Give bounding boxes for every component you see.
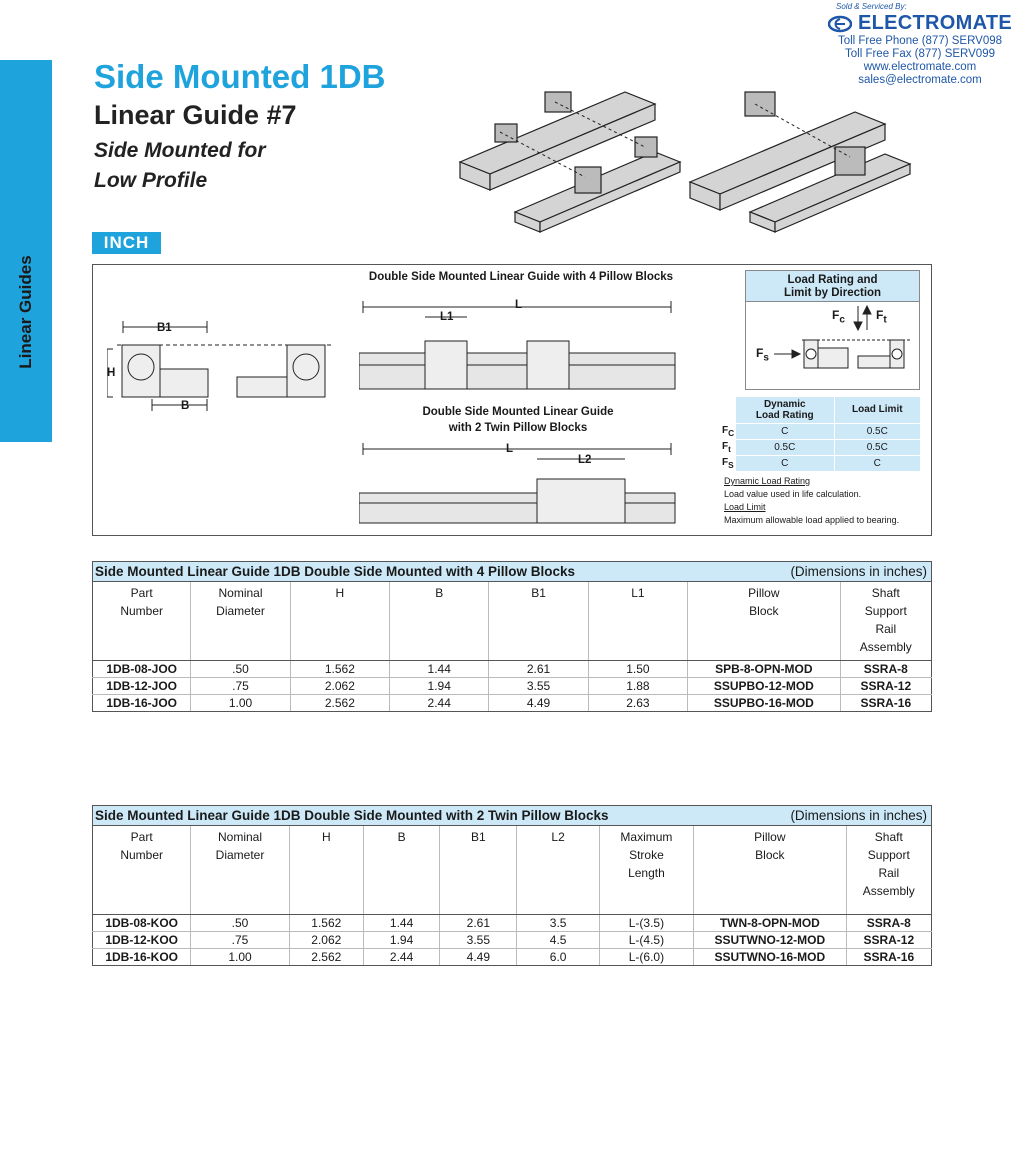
column-header: B1 [440,826,517,914]
side-view-4-pillow [359,301,677,393]
table-cell: SSRA-8 [840,660,931,677]
end-view-drawing [107,317,337,417]
note-limit-title: Load Limit [724,502,766,512]
diagram-box [92,264,932,536]
load-rating-header [745,270,920,302]
table-twin-pillow-title: Side Mounted Linear Guide 1DB Double Side Mounted with 2 Twin Pillow Blocks [95,808,609,823]
table-4-pillow-section [92,561,932,712]
table-cell: SSUPBO-12-MOD [688,677,841,694]
dim-label-h: H [107,367,116,379]
table-cell: 2.61 [489,660,588,677]
note-dynamic-text: Load value used in life calculation. [724,489,862,499]
table-cell: 4.49 [440,948,517,965]
ft-label: $F_t$ [876,308,887,326]
electromate-logo-icon [828,15,852,33]
caption-twin-line-2: with 2 Twin Pillow Blocks [448,422,588,434]
table-twin-pillow-section [92,805,932,966]
load-row-fs: $F_S$ C C [720,455,920,471]
table-cell: 3.55 [440,931,517,948]
fax-text: Toll Free Fax (877) SERV099 [845,48,995,60]
dim-label-l: L [515,299,523,311]
table-cell: 4.5 [517,931,599,948]
table-cell: SPB-8-OPN-MOD [688,660,841,677]
table-cell: 1DB-08-JOO [93,660,191,677]
column-header: Pillow Block [694,826,847,914]
table-cell: 2.44 [363,948,439,965]
load-rating-title-1: Load Rating and [787,274,878,286]
table-cell: SSRA-12 [846,931,931,948]
table-cell: 2.062 [290,677,389,694]
note-dynamic-title: Dynamic Load Rating [724,476,811,486]
page-title: Side Mounted 1DB [94,58,386,95]
column-header: L1 [588,582,687,660]
caption-4-pillow: Double Side Mounted Linear Guide with 4 Pillow Blocks [368,271,674,283]
phone-text: Toll Free Phone (877) SERV098 [837,35,1003,47]
tagline-line-1: Side Mounted for [94,139,266,162]
column-header: Part Number [93,826,191,914]
table-cell: .50 [191,914,289,931]
table-twin-pillow [92,826,932,966]
dim-label-l2: L2 [578,454,592,466]
column-header: B1 [489,582,588,660]
table-cell: 1DB-16-JOO [93,694,191,711]
table-row [93,948,932,965]
caption-twin-pillow [373,404,663,436]
email-link[interactable]: sales@electromate.com [858,74,982,86]
caption-twin-line-1: Double Side Mounted Linear Guide [422,406,614,418]
table-cell: 1.88 [588,677,687,694]
column-header: Pillow Block [688,582,841,660]
table-4-pillow-units: (Dimensions in inches) [790,564,927,579]
units-badge: INCH [92,232,161,254]
load-arrows-icon [746,302,921,390]
table-cell: 1.562 [290,660,389,677]
load-row-fc: $F_C$ C 0.5C [720,423,920,439]
column-header: Maximum Stroke Length [599,826,693,914]
load-rating-title-2: Limit by Direction [783,287,882,299]
column-header: L2 [517,826,599,914]
table-cell: 1.50 [588,660,687,677]
table-row [93,931,932,948]
website-link[interactable]: www.electromate.com [863,61,977,73]
table-cell: SSRA-16 [846,948,931,965]
table-cell: SSRA-12 [840,677,931,694]
column-header: B [363,826,439,914]
table-cell: 2.062 [289,931,363,948]
table-cell: SSUTWNO-16-MOD [694,948,847,965]
table-cell: 4.49 [489,694,588,711]
table-cell: 2.63 [588,694,687,711]
table-cell: .75 [191,931,289,948]
table-cell: SSUTWNO-12-MOD [694,931,847,948]
table-cell: TWN-8-OPN-MOD [694,914,847,931]
tagline-line-2: Low Profile [94,169,208,192]
table-cell: 1.562 [289,914,363,931]
load-direction-diagram [745,302,920,390]
dim-label-b1: B1 [157,322,172,334]
table-cell: 2.61 [440,914,517,931]
table-cell: .75 [191,677,290,694]
table-row [93,914,932,931]
load-row-ft: $F_t$ 0.5C 0.5C [720,439,920,455]
table-cell: 1DB-08-KOO [93,914,191,931]
column-header: Shaft Support Rail Assembly [846,826,931,914]
column-header: Shaft Support Rail Assembly [840,582,931,660]
table-cell: SSUPBO-16-MOD [688,694,841,711]
load-rating-table [720,397,920,471]
brand-name: ELECTROMATE [857,12,1013,34]
table-cell: SSRA-8 [846,914,931,931]
column-header: Nominal Diameter [191,826,289,914]
table-cell: 2.562 [290,694,389,711]
table-cell: 1.44 [390,660,489,677]
side-view-twin-pillow [359,443,677,527]
note-limit-text: Maximum allowable load applied to bearing. [724,515,900,525]
table-cell: SSRA-16 [840,694,931,711]
table-row [93,694,932,711]
load-notes [724,475,899,527]
dim-label-l1: L1 [440,311,454,323]
fs-label: $F_s$ [756,346,769,364]
header-dynamic: Dynamic Load Rating [736,397,834,423]
table-cell: .50 [191,660,290,677]
table-cell: 1DB-16-KOO [93,948,191,965]
table-cell: 1.00 [191,948,289,965]
table-cell: 1DB-12-JOO [93,677,191,694]
product-illustration [455,62,915,237]
page-subtitle: Linear Guide #7 [94,100,297,130]
dim-label-l-twin: L [506,443,514,455]
table-cell: 6.0 [517,948,599,965]
column-header: H [289,826,363,914]
table-cell: L-(4.5) [599,931,693,948]
table-row [93,677,932,694]
table-cell: 1.94 [390,677,489,694]
column-header: Nominal Diameter [191,582,290,660]
header-limit: Load Limit [834,397,920,423]
table-4-pillow [92,582,932,712]
column-header: H [290,582,389,660]
page-tagline [94,136,266,196]
table-cell: 1DB-12-KOO [93,931,191,948]
table-twin-pillow-units: (Dimensions in inches) [790,808,927,823]
table-cell: 3.55 [489,677,588,694]
table-cell: 1.94 [363,931,439,948]
side-tab-label: Linear Guides [16,255,35,369]
column-header: Part Number [93,582,191,660]
fc-label: $F_c$ [832,308,845,326]
sold-by-text: Sold & Serviced By: [836,2,907,11]
table-cell: L-(6.0) [599,948,693,965]
table-row [93,660,932,677]
table-cell: 1.00 [191,694,290,711]
table-4-pillow-title-bar [92,561,932,582]
table-cell: L-(3.5) [599,914,693,931]
table-cell: 1.44 [363,914,439,931]
table-cell: 2.562 [289,948,363,965]
table-cell: 2.44 [390,694,489,711]
table-cell: 3.5 [517,914,599,931]
table-4-pillow-title: Side Mounted Linear Guide 1DB Double Side Mounted with 4 Pillow Blocks [95,564,576,579]
table-twin-pillow-title-bar [92,805,932,826]
side-tab [0,60,52,442]
dim-label-b: B [181,400,190,412]
column-header: B [390,582,489,660]
